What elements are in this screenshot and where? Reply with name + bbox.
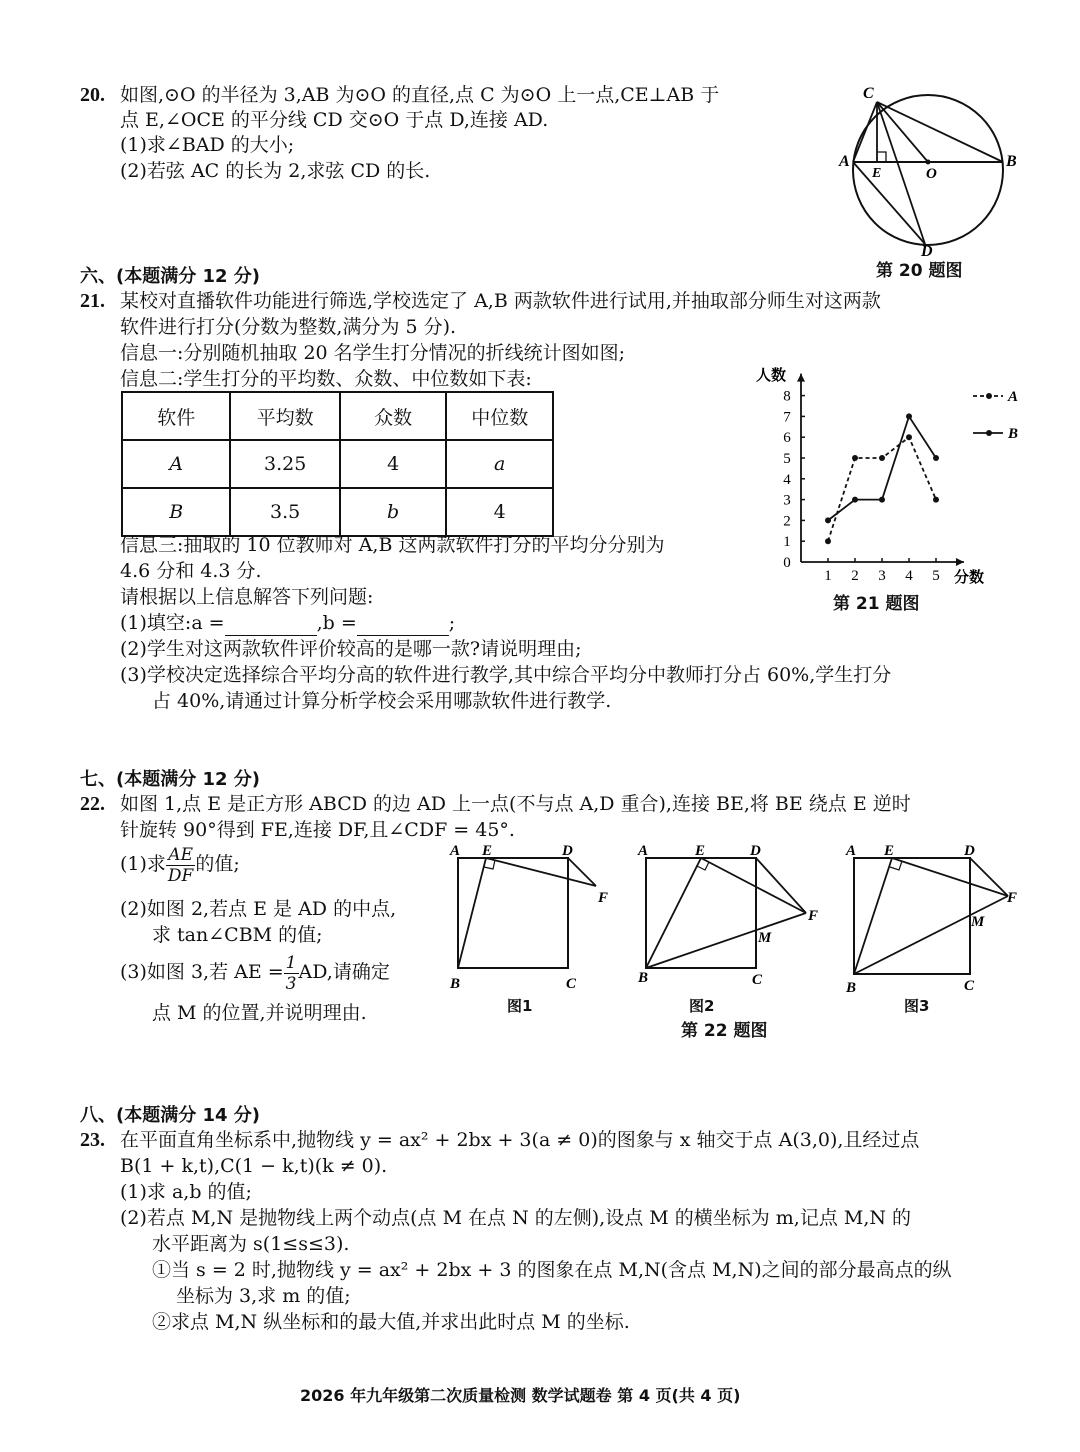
table-header: 众数 — [340, 392, 447, 440]
label-O: O — [926, 166, 937, 182]
fraction-denominator: DF — [167, 865, 194, 886]
text: (1)求 — [120, 853, 166, 875]
sub-question-2-part-1: ①当 s = 2 时,抛物线 y = ax² + 2bx + 3 的图象在点 M,N(含点 M,N)之间的部分最高点的纵 — [152, 1259, 952, 1281]
svg-text:C: C — [566, 976, 577, 992]
y-tick-label: 2 — [783, 513, 791, 530]
question-text: 某校对直播软件功能进行筛选,学校选定了 A,B 两款软件进行试用,并抽取部分师生对这两款 — [120, 290, 881, 312]
svg-text:D: D — [750, 843, 761, 859]
table-header-row — [122, 392, 553, 440]
y-tick-label: 7 — [783, 409, 791, 426]
label-C: C — [863, 85, 874, 102]
figure-22-3 — [840, 840, 1040, 996]
fraction-numerator: 1 — [285, 952, 297, 973]
x-tick-label: 1 — [824, 568, 832, 584]
question-text: 针旋转 90°得到 FE,连接 DF,且∠CDF = 45°. — [120, 819, 515, 841]
table-cell: 3.25 — [230, 440, 339, 488]
svg-text:A: A — [846, 843, 857, 859]
figure-caption: 第 20 题图 — [876, 261, 963, 281]
sub-question-2: (2)学生对这两款软件评价较高的是哪一款?请说明理由; — [120, 638, 582, 660]
sub-question-1 — [120, 610, 455, 636]
series-line-B — [828, 416, 936, 520]
series-line-A — [828, 437, 936, 541]
info-1: 信息一:分别随机抽取 20 名学生打分情况的折线统计图如图; — [120, 342, 626, 364]
svg-text:A: A — [638, 843, 649, 859]
figure-label: 图1 — [507, 997, 533, 1015]
table-cell: A — [122, 440, 230, 488]
punct: ; — [448, 612, 456, 634]
figure-caption: 第 21 题图 — [833, 594, 920, 614]
figure-label: 图2 — [689, 997, 715, 1015]
y-tick-label: 8 — [783, 388, 791, 405]
y-axis-arrow — [797, 374, 805, 382]
figure-22-2 — [632, 840, 832, 996]
y-tick-label: 4 — [783, 471, 791, 488]
answer-blank-b[interactable] — [357, 617, 449, 636]
data-point-A — [906, 434, 912, 440]
table-cell: a — [446, 440, 553, 488]
data-point-A — [825, 538, 831, 544]
table-row — [122, 488, 553, 536]
sub-question-2-part-1: 坐标为 3,求 m 的值; — [176, 1285, 351, 1307]
sub-question-1: (1)求 a,b 的值; — [120, 1181, 252, 1203]
figure-label: 图3 — [904, 997, 930, 1015]
info-3: 4.6 分和 4.3 分. — [120, 560, 262, 582]
fill-label-a: (1)填空:a = — [120, 612, 225, 634]
legend-marker-A — [986, 393, 992, 399]
data-point-B — [879, 497, 885, 503]
fraction — [166, 845, 195, 886]
table-cell: B — [122, 488, 230, 536]
legend-label-B: B — [1008, 426, 1019, 442]
fill-label-b: ,b = — [316, 612, 357, 634]
question-text: 在平面直角坐标系中,抛物线 y = ax² + 2bx + 3(a ≠ 0)的图象与 x 轴交于点 A(3,0),且经过点 — [120, 1129, 920, 1151]
data-point-B — [906, 413, 912, 419]
question-text: 软件进行打分(分数为整数,满分为 5 分). — [120, 316, 457, 338]
question-number: 21. — [80, 290, 105, 312]
sub-question-1: (1)求∠BAD 的大小; — [120, 134, 295, 156]
fraction-denominator: 3 — [285, 973, 297, 994]
question-text: B(1 + k,t),C(1 − k,t)(k ≠ 0). — [120, 1155, 388, 1177]
data-point-B — [933, 455, 939, 461]
sub-question-1 — [120, 842, 240, 886]
svg-text:D: D — [562, 843, 573, 859]
section-heading: 六、(本题满分 12 分) — [80, 266, 261, 287]
x-tick-label: 4 — [905, 568, 913, 584]
table-header: 中位数 — [446, 392, 553, 440]
y-axis-label: 人数 — [756, 368, 787, 384]
figure-caption: 第 22 题图 — [681, 1021, 768, 1041]
data-point-A — [879, 455, 885, 461]
svg-text:C: C — [752, 972, 763, 988]
label-D: D — [921, 243, 933, 259]
svg-text:B: B — [846, 980, 857, 996]
legend-label-A: A — [1008, 389, 1019, 405]
table-cell: 4 — [340, 440, 447, 488]
sub-question-2: (2)如图 2,若点 E 是 AD 的中点, — [120, 898, 397, 920]
label-B: B — [1006, 153, 1017, 170]
y-tick-label: 6 — [783, 430, 791, 447]
svg-text:B: B — [450, 976, 461, 992]
x-tick-label: 2 — [851, 568, 859, 584]
section-heading: 七、(本题满分 12 分) — [80, 769, 261, 790]
label-A: A — [839, 153, 850, 170]
question-number: 20. — [80, 84, 105, 106]
svg-text:D: D — [964, 843, 975, 859]
table-header: 平均数 — [230, 392, 339, 440]
section-heading: 八、(本题满分 14 分) — [80, 1105, 261, 1126]
x-tick-label: 5 — [932, 568, 940, 584]
figure-21-line-chart — [745, 362, 1035, 590]
prompt: 请根据以上信息解答下列问题: — [120, 586, 374, 608]
svg-text:B: B — [638, 970, 649, 986]
y-tick-label: 3 — [783, 492, 791, 509]
sub-question-3: 占 40%,请通过计算分析学校会采用哪款软件进行教学. — [152, 690, 612, 712]
svg-text:F: F — [1007, 890, 1018, 906]
svg-text:F: F — [598, 890, 609, 906]
data-point-B — [852, 497, 858, 503]
sub-question-3: (3)学校决定选择综合平均分高的软件进行教学,其中综合平均分中教师打分占 60%,学生打分 — [120, 664, 892, 686]
question-text: 如图,⊙O 的半径为 3,AB 为⊙O 的直径,点 C 为⊙O 上一点,CE⊥AB 于 — [120, 84, 720, 106]
answer-blank-a[interactable] — [225, 617, 317, 636]
svg-text:E: E — [884, 843, 895, 859]
sub-question-2: (2)若点 M,N 是抛物线上两个动点(点 M 在点 N 的左侧),设点 M 的横坐标为 m,记点 M,N 的 — [120, 1207, 912, 1229]
svg-text:A: A — [450, 843, 461, 859]
y-tick-label: 1 — [783, 534, 791, 551]
stats-table — [121, 391, 554, 537]
svg-text:E: E — [695, 843, 706, 859]
fraction — [284, 953, 299, 994]
label-E: E — [872, 166, 882, 181]
figure-22-1 — [444, 840, 624, 996]
svg-text:E: E — [482, 843, 493, 859]
text: 的值; — [195, 853, 240, 875]
table-cell: b — [340, 488, 447, 536]
sub-question-3: 点 M 的位置,并说明理由. — [152, 1002, 367, 1024]
x-tick-label: 3 — [878, 568, 886, 584]
sub-question-2: 水平距离为 s(1≤s≤3). — [152, 1233, 350, 1255]
data-point-A — [933, 497, 939, 503]
svg-text:M: M — [971, 914, 985, 930]
y-tick-label: 5 — [783, 451, 791, 467]
sub-question-2-part-2: ②求点 M,N 纵坐标和的最大值,并求出此时点 M 的坐标. — [152, 1311, 630, 1333]
page-footer: 2026 年九年级第二次质量检测 数学试题卷 第 4 页(共 4 页) — [300, 1386, 741, 1405]
sub-question-3 — [120, 950, 390, 994]
table-row — [122, 440, 553, 488]
fraction-numerator: AE — [166, 845, 195, 866]
question-number: 22. — [80, 793, 105, 815]
text: AD,请确定 — [298, 961, 390, 983]
svg-text:C: C — [964, 978, 975, 994]
legend-marker-B — [986, 430, 992, 436]
question-number: 23. — [80, 1129, 105, 1151]
data-point-B — [825, 517, 831, 523]
x-axis-arrow — [956, 558, 964, 566]
question-text: 点 E,∠OCE 的平分线 CD 交⊙O 于点 D,连接 AD. — [120, 109, 549, 131]
question-text: 如图 1,点 E 是正方形 ABCD 的边 AD 上一点(不与点 A,D 重合),连接 BE,将 BE 绕点 E 逆时 — [120, 793, 911, 815]
x-axis-label: 分数 — [954, 570, 985, 586]
figure-20-circle — [835, 84, 1025, 259]
table-header: 软件 — [122, 392, 230, 440]
info-3: 信息三:抽取的 10 位教师对 A,B 这两款软件打分的平均分分别为 — [120, 534, 665, 556]
sub-question-2: (2)若弦 AC 的长为 2,求弦 CD 的长. — [120, 160, 431, 182]
y-tick-label: 0 — [783, 555, 791, 571]
table-cell: 4 — [446, 488, 553, 536]
data-point-A — [852, 455, 858, 461]
text: (3)如图 3,若 AE = — [120, 961, 284, 983]
info-2: 信息二:学生打分的平均数、众数、中位数如下表: — [120, 368, 532, 390]
sub-question-2: 求 tan∠CBM 的值; — [152, 924, 323, 946]
svg-text:F: F — [808, 908, 819, 924]
svg-text:M: M — [758, 930, 772, 946]
table-cell: 3.5 — [230, 488, 339, 536]
